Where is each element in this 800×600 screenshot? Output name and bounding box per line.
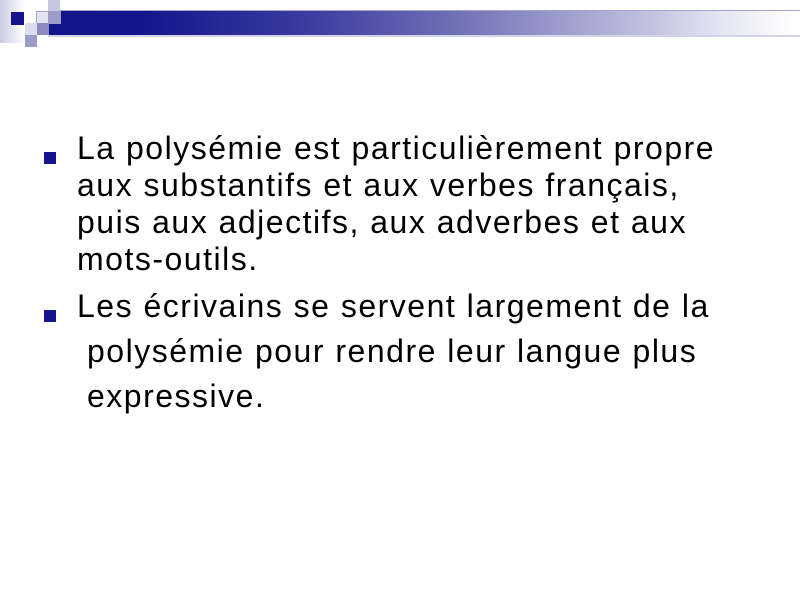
bullet-text xyxy=(77,284,710,419)
decor-square-medium-overlap xyxy=(48,11,61,24)
bullet-line: aux substantifs et aux verbes français, xyxy=(77,167,680,203)
bullet-item xyxy=(44,130,715,278)
bullet-text xyxy=(77,130,715,278)
bullet-item xyxy=(44,284,710,419)
decor-square-pale-mid xyxy=(25,23,37,35)
decor-square-navy xyxy=(11,12,24,25)
decor-square-dark-mid xyxy=(37,23,49,35)
bullet-line: La polysémie est particulièrement propre xyxy=(77,130,716,166)
bullet-square-icon xyxy=(44,310,56,322)
bullet-line: puis aux adjectifs, aux adverbes et aux xyxy=(77,204,687,240)
bullet-line: polysémie pour rendre leur langue plus xyxy=(87,333,698,369)
header-bar xyxy=(48,10,800,37)
bullet-square-icon xyxy=(44,152,56,164)
bullet-line: expressive. xyxy=(87,378,266,414)
bullet-line: Les écrivains se servent largement de la xyxy=(77,288,710,324)
bullet-line: mots-outils. xyxy=(77,241,259,277)
decor-square-medium-bottom xyxy=(25,35,37,47)
